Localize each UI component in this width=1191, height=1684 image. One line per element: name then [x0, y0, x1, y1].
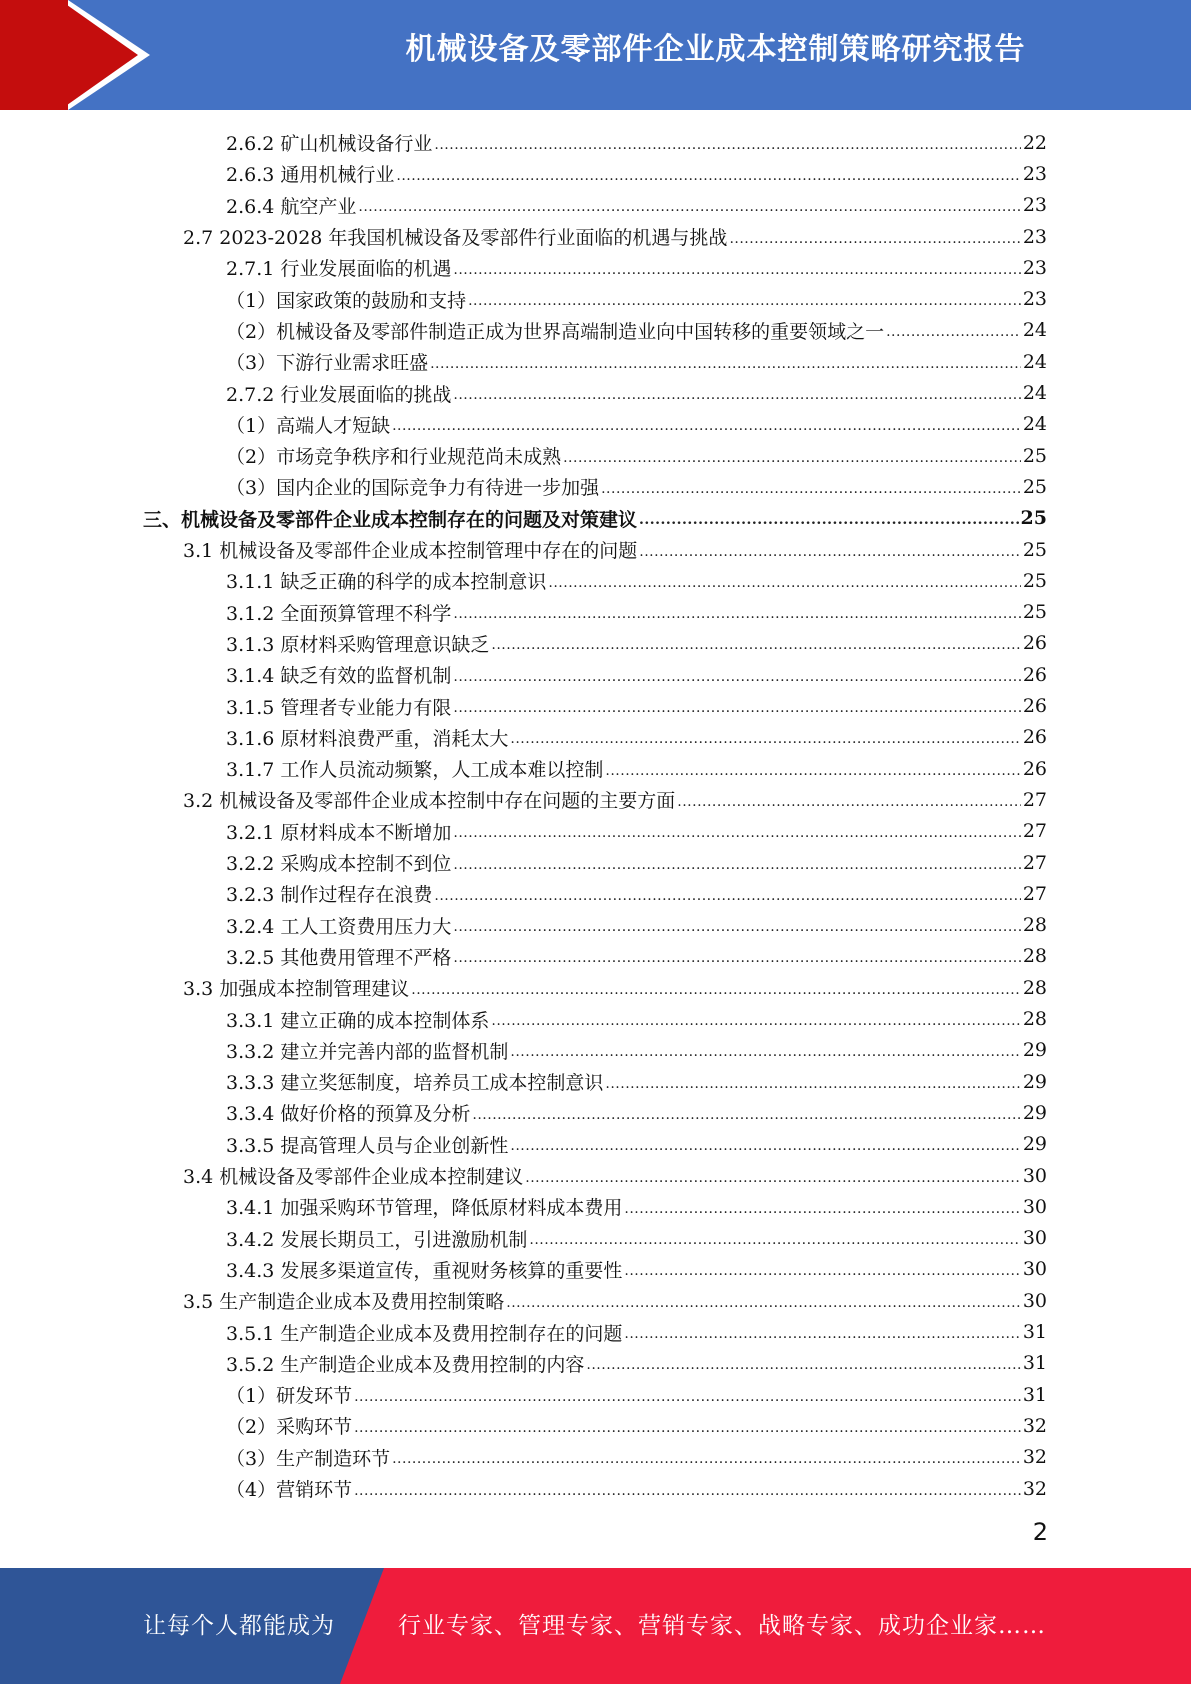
- toc-dot-leader: [586, 1357, 1020, 1373]
- toc-entry-title: （2）市场竞争秩序和行业规范尚未成熟: [226, 446, 562, 469]
- toc-entry-title: 3.1.4 缺乏有效的监督机制: [226, 665, 452, 688]
- toc-entry-title: （1）国家政策的鼓励和支持: [226, 289, 467, 312]
- toc-dot-leader: [396, 168, 1020, 184]
- toc-dot-leader: [729, 231, 1020, 247]
- toc-entry[interactable]: [226, 659, 1047, 690]
- toc-entry-title: 3.1.5 管理者专业能力有限: [226, 696, 452, 719]
- toc-entry[interactable]: [183, 972, 1047, 1003]
- toc-entry[interactable]: [226, 878, 1047, 909]
- toc-entry[interactable]: [226, 190, 1047, 221]
- toc-dot-leader: [624, 1263, 1020, 1279]
- toc-entry-page: 25: [1020, 507, 1047, 530]
- toc-entry-page: 26: [1022, 695, 1047, 718]
- toc-dot-leader: [453, 950, 1020, 966]
- footer-slogan-left: 让每个人都能成为: [143, 1613, 335, 1639]
- toc-dot-leader: [605, 1076, 1020, 1092]
- toc-entry-page: 26: [1022, 726, 1047, 749]
- toc-entry-title: 3.3.2 建立并完善内部的监督机制: [226, 1040, 509, 1063]
- toc-dot-leader: [434, 888, 1020, 904]
- toc-dot-leader: [453, 700, 1020, 716]
- toc-dot-leader: [510, 1044, 1020, 1060]
- toc-entry-page: 27: [1022, 882, 1047, 905]
- toc-entry-title: 3.4.3 发展多渠道宣传，重视财务核算的重要性: [226, 1259, 623, 1282]
- toc-entry[interactable]: [226, 941, 1047, 972]
- toc-entry-title: 3.5.2 生产制造企业成本及费用控制的内容: [226, 1353, 585, 1376]
- toc-entry-title: 2.7.2 行业发展面临的挑战: [226, 383, 452, 406]
- toc-entry[interactable]: [183, 534, 1047, 565]
- toc-entry[interactable]: [226, 565, 1047, 596]
- toc-entry[interactable]: [226, 1191, 1047, 1222]
- toc-entry[interactable]: [226, 1473, 1047, 1504]
- toc-dot-leader: [548, 575, 1020, 591]
- toc-entry-page: 26: [1022, 757, 1047, 780]
- toc-entry-page: 30: [1022, 1289, 1047, 1312]
- toc-entry-page: 27: [1022, 788, 1047, 811]
- toc-entry-title: 3.3 加强成本控制管理建议: [183, 978, 410, 1001]
- toc-entry[interactable]: [226, 910, 1047, 941]
- toc-dot-leader: [525, 1170, 1021, 1186]
- toc-entry[interactable]: [226, 597, 1047, 628]
- toc-entry-page: 23: [1022, 194, 1047, 217]
- toc-dot-leader: [358, 199, 1020, 215]
- toc-entry[interactable]: [226, 722, 1047, 753]
- toc-entry[interactable]: [183, 1160, 1047, 1191]
- toc-dot-leader: [453, 825, 1020, 841]
- toc-dot-leader: [392, 1451, 1021, 1467]
- header-arrow-red: [60, 0, 138, 110]
- toc-entry[interactable]: [226, 1316, 1047, 1347]
- toc-dot-leader: [491, 637, 1020, 653]
- toc-entry-page: 24: [1022, 413, 1047, 436]
- toc-dot-leader: [468, 293, 1021, 309]
- page-number: 2: [1032, 1518, 1048, 1546]
- toc-entry-title: 3.2.2 采购成本控制不到位: [226, 853, 452, 876]
- toc-entry-title: 2.7 2023-2028 年我国机械设备及零部件行业面临的机遇与挑战: [183, 227, 728, 250]
- toc-entry-title: 2.6.4 航空产业: [226, 195, 357, 218]
- toc-entry-page: 30: [1022, 1195, 1047, 1218]
- toc-entry[interactable]: [226, 1097, 1047, 1128]
- toc-entry[interactable]: [226, 127, 1047, 158]
- toc-entry-title: （2）机械设备及零部件制造正成为世界高端制造业向中国转移的重要领域之一: [226, 320, 885, 343]
- toc-entry[interactable]: [143, 503, 1047, 534]
- toc-entry-title: 3.2.1 原材料成本不断增加: [226, 821, 452, 844]
- toc-dot-leader: [639, 512, 1019, 528]
- toc-entry-title: （3）下游行业需求旺盛: [226, 352, 429, 375]
- toc-entry-page: 32: [1022, 1446, 1047, 1469]
- toc-entry-page: 27: [1022, 820, 1047, 843]
- toc-entry-page: 31: [1022, 1352, 1047, 1375]
- toc-entry[interactable]: [226, 816, 1047, 847]
- toc-entry[interactable]: [226, 158, 1047, 189]
- toc-entry[interactable]: [226, 377, 1047, 408]
- toc-entry[interactable]: [226, 1379, 1047, 1410]
- toc-entry[interactable]: [183, 1285, 1047, 1316]
- toc-entry-page: 28: [1022, 945, 1047, 968]
- toc-dot-leader: [392, 418, 1021, 434]
- toc-entry-title: 2.6.3 通用机械行业: [226, 164, 395, 187]
- toc-entry-page: 23: [1022, 162, 1047, 185]
- toc-entry[interactable]: [226, 471, 1047, 502]
- toc-entry-page: 28: [1022, 1008, 1047, 1031]
- toc-entry-page: 29: [1022, 1101, 1047, 1124]
- toc-entry-page: 24: [1022, 382, 1047, 405]
- toc-entry-title: 3.1.6 原材料浪费严重，消耗太大: [226, 727, 509, 750]
- toc-entry-page: 27: [1022, 851, 1047, 874]
- toc-entry[interactable]: [226, 1035, 1047, 1066]
- page-footer: [0, 1568, 1191, 1684]
- toc-entry[interactable]: [226, 1129, 1047, 1160]
- toc-entry-page: 25: [1022, 444, 1047, 467]
- toc-dot-leader: [453, 606, 1020, 622]
- toc-dot-leader: [624, 1326, 1020, 1342]
- toc-entry-title: 3.5.1 生产制造企业成本及费用控制存在的问题: [226, 1322, 623, 1345]
- toc-entry-title: 3.1.2 全面预算管理不科学: [226, 602, 452, 625]
- toc-entry[interactable]: [226, 440, 1047, 471]
- toc-entry-title: 2.6.2 矿山机械设备行业: [226, 133, 433, 156]
- toc-entry-title: （4）营销环节: [226, 1479, 353, 1502]
- toc-entry-page: 24: [1022, 319, 1047, 342]
- toc-entry-title: （1）研发环节: [226, 1385, 353, 1408]
- toc-entry-title: 3.3.3 建立奖惩制度，培养员工成本控制意识: [226, 1072, 604, 1095]
- toc-entry[interactable]: [226, 1066, 1047, 1097]
- toc-entry-title: 三、机械设备及零部件企业成本控制存在的问题及对策建议: [143, 508, 638, 531]
- toc-dot-leader: [886, 324, 1021, 340]
- toc-dot-leader: [506, 1295, 1021, 1311]
- toc-entry-title: 2.7.1 行业发展面临的机遇: [226, 258, 452, 281]
- toc-dot-leader: [491, 1013, 1020, 1029]
- toc-entry-page: 26: [1022, 632, 1047, 655]
- toc-entry[interactable]: [226, 690, 1047, 721]
- toc-entry[interactable]: [226, 847, 1047, 878]
- toc-entry-title: 3.1.3 原材料采购管理意识缺乏: [226, 633, 490, 656]
- toc-entry[interactable]: [226, 628, 1047, 659]
- toc-entry-page: 29: [1022, 1070, 1047, 1093]
- toc-entry[interactable]: [226, 1223, 1047, 1254]
- toc-entry[interactable]: [226, 284, 1047, 315]
- toc-entry-page: 31: [1022, 1383, 1047, 1406]
- toc-entry-page: 30: [1022, 1164, 1047, 1187]
- document-title: 机械设备及零部件企业成本控制策略研究报告: [405, 32, 1026, 67]
- toc-entry-page: 31: [1022, 1321, 1047, 1344]
- toc-entry[interactable]: [226, 1410, 1047, 1441]
- toc-dot-leader: [472, 1107, 1020, 1123]
- toc-entry-title: 3.2.4 工人工资费用压力大: [226, 915, 452, 938]
- toc-entry-title: 3.2.5 其他费用管理不严格: [226, 946, 452, 969]
- toc-dot-leader: [605, 763, 1020, 779]
- toc-entry[interactable]: [183, 784, 1047, 815]
- toc-entry-page: 23: [1022, 256, 1047, 279]
- toc-dot-leader: [453, 919, 1020, 935]
- toc-entry-title: 3.3.1 建立正确的成本控制体系: [226, 1009, 490, 1032]
- toc-dot-leader: [624, 1201, 1020, 1217]
- toc-dot-leader: [434, 137, 1020, 153]
- toc-entry-page: 25: [1022, 538, 1047, 561]
- toc-entry-page: 32: [1022, 1414, 1047, 1437]
- toc-entry-title: 3.2.3 制作过程存在浪费: [226, 884, 433, 907]
- toc-dot-leader: [354, 1483, 1021, 1499]
- toc-entry[interactable]: [226, 1442, 1047, 1473]
- toc-entry-title: 3.1 机械设备及零部件企业成本控制管理中存在的问题: [183, 540, 638, 563]
- toc-entry-title: 3.1.7 工作人员流动频繁，人工成本难以控制: [226, 759, 604, 782]
- toc-entry-page: 25: [1022, 569, 1047, 592]
- toc-entry-title: 3.3.5 提高管理人员与企业创新性: [226, 1134, 509, 1157]
- toc-entry-page: 23: [1022, 225, 1047, 248]
- toc-dot-leader: [453, 387, 1020, 403]
- toc-dot-leader: [510, 1138, 1020, 1154]
- toc-entry-page: 26: [1022, 663, 1047, 686]
- toc-dot-leader: [354, 1389, 1021, 1405]
- page-header: [0, 0, 1191, 110]
- toc-entry-page: 25: [1022, 475, 1047, 498]
- toc-entry[interactable]: [226, 315, 1047, 346]
- toc-dot-leader: [453, 857, 1020, 873]
- toc-entry-title: 3.1.1 缺乏正确的科学的成本控制意识: [226, 571, 547, 594]
- toc-entry-page: 25: [1022, 601, 1047, 624]
- toc-entry-page: 30: [1022, 1258, 1047, 1281]
- toc-entry[interactable]: [183, 221, 1047, 252]
- toc-entry[interactable]: [226, 252, 1047, 283]
- toc-entry-page: 28: [1022, 914, 1047, 937]
- toc-entry-page: 29: [1022, 1133, 1047, 1156]
- toc-entry-title: （3）生产制造环节: [226, 1447, 391, 1470]
- toc-entry[interactable]: [226, 346, 1047, 377]
- toc-entry-title: （2）采购环节: [226, 1416, 353, 1439]
- toc-entry[interactable]: [226, 409, 1047, 440]
- toc-entry-page: 30: [1022, 1227, 1047, 1250]
- toc-entry-title: 3.4.1 加强采购环节管理，降低原材料成本费用: [226, 1197, 623, 1220]
- toc-dot-leader: [529, 1232, 1020, 1248]
- toc-dot-leader: [563, 450, 1021, 466]
- toc-entry-title: 3.4 机械设备及零部件企业成本控制建议: [183, 1166, 524, 1189]
- toc-entry[interactable]: [226, 1348, 1047, 1379]
- toc-dot-leader: [677, 794, 1021, 810]
- toc-entry-title: 3.2 机械设备及零部件企业成本控制中存在问题的主要方面: [183, 790, 676, 813]
- toc-dot-leader: [639, 544, 1021, 560]
- toc-entry[interactable]: [226, 1254, 1047, 1285]
- toc-entry-title: 3.4.2 发展长期员工，引进激励机制: [226, 1228, 528, 1251]
- toc-entry[interactable]: [226, 1003, 1047, 1034]
- toc-entry-page: 32: [1022, 1477, 1047, 1500]
- toc-entry-title: （3）国内企业的国际竞争力有待进一步加强: [226, 477, 600, 500]
- toc-dot-leader: [453, 669, 1020, 685]
- toc-entry-title: （1）高端人才短缺: [226, 414, 391, 437]
- toc-entry[interactable]: [226, 753, 1047, 784]
- toc-dot-leader: [354, 1420, 1021, 1436]
- toc-entry-page: 22: [1022, 131, 1047, 154]
- toc-entry-page: 29: [1022, 1039, 1047, 1062]
- toc-entry-title: 3.5 生产制造企业成本及费用控制策略: [183, 1291, 505, 1314]
- header-red-block: [0, 0, 68, 110]
- toc-dot-leader: [430, 356, 1021, 372]
- toc-dot-leader: [510, 731, 1020, 747]
- toc-entry-page: 23: [1022, 288, 1047, 311]
- footer-slogan-right: 行业专家、管理专家、营销专家、战略专家、成功企业家……: [398, 1613, 1046, 1639]
- toc-dot-leader: [601, 481, 1021, 497]
- toc-entry-page: 28: [1022, 976, 1047, 999]
- toc-dot-leader: [453, 262, 1020, 278]
- toc-entry-page: 24: [1022, 350, 1047, 373]
- toc-entry-title: 3.3.4 做好价格的预算及分析: [226, 1103, 471, 1126]
- toc-dot-leader: [411, 982, 1021, 998]
